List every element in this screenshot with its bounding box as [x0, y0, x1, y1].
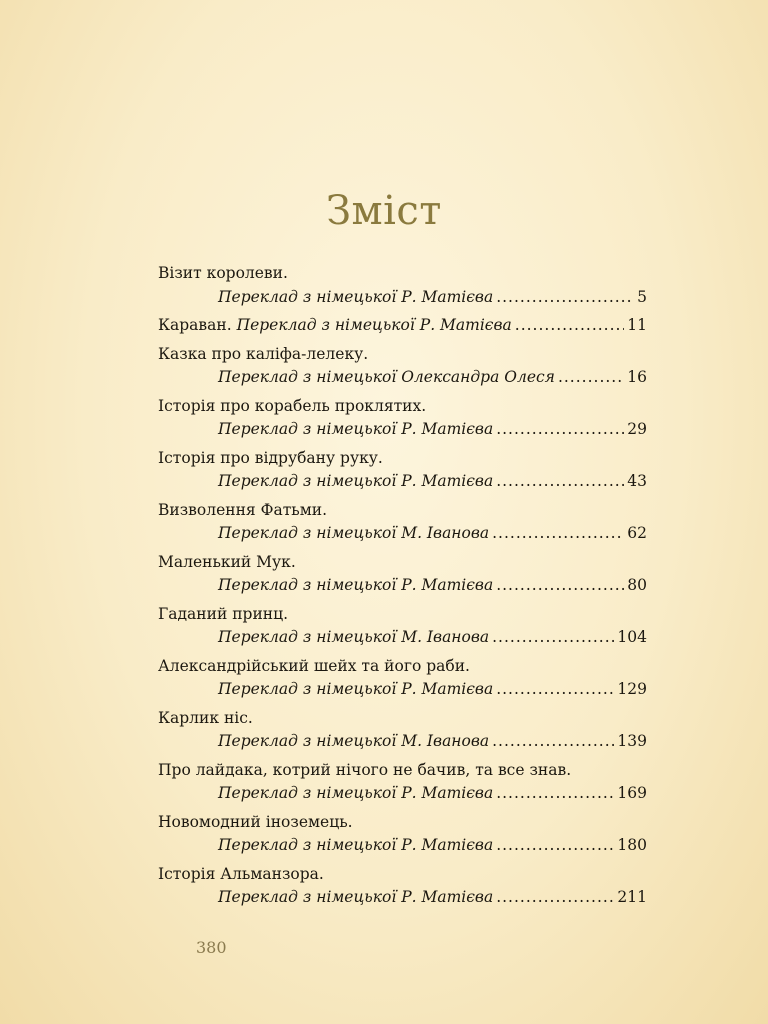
toc-entry-page: 169 [617, 784, 647, 802]
toc-entry-page: 43 [627, 472, 647, 490]
toc-entry[interactable] [158, 811, 647, 858]
toc-entry-page: 11 [627, 316, 647, 334]
toc-entry-page: 211 [617, 888, 647, 906]
toc-entry-title: Новомодний іноземець. [158, 812, 353, 831]
toc-entry-translation: Переклад з німецької Олександра Олеся [218, 368, 555, 386]
toc-entry-translation: Переклад з німецької М. Іванова [218, 732, 490, 750]
toc-entry[interactable] [158, 863, 647, 910]
toc-entry-translation: Переклад з німецької М. Іванова [218, 628, 490, 646]
dot-leader [496, 834, 614, 858]
toc-entry-title: Історія про корабель проклятих. [158, 396, 427, 415]
dot-leader [496, 782, 614, 806]
toc-entry-title: Гаданий принц. [158, 604, 289, 623]
toc-entry-translation: Переклад з німецької Р. Матієва [218, 472, 494, 490]
toc-entry-page: 16 [627, 368, 647, 386]
toc-entry-title: Карлик ніс. [158, 708, 253, 727]
toc-entry-page: 129 [617, 680, 647, 698]
toc-entry[interactable] [158, 707, 647, 754]
dot-leader [496, 418, 624, 442]
dot-leader [492, 730, 614, 754]
toc-entry[interactable] [158, 759, 647, 806]
toc-entry[interactable] [158, 343, 647, 390]
dot-leader [492, 522, 624, 546]
toc-entry[interactable] [158, 395, 647, 442]
toc-entry[interactable] [158, 447, 647, 494]
dot-leader [496, 286, 634, 310]
toc-entry-page: 180 [617, 836, 647, 854]
table-of-contents [158, 262, 647, 915]
toc-entry-title: Казка про каліфа-лелеку. [158, 344, 369, 363]
dot-leader [496, 678, 614, 702]
toc-entry-translation: Переклад з німецької Р. Матієва [218, 680, 494, 698]
dot-leader [496, 470, 624, 494]
toc-entry-translation: Переклад з німецької Р. Матієва [218, 420, 494, 438]
page-number: 380 [196, 938, 227, 957]
toc-entry-title: Історія про відрубану руку. [158, 448, 383, 467]
toc-entry-page: 5 [637, 287, 647, 306]
toc-entry-page: 139 [617, 732, 647, 750]
toc-entry-translation: Переклад з німецької Р. Матієва [236, 316, 512, 334]
toc-entry-title: Історія Альманзора. [158, 864, 324, 883]
toc-entry-title: Візит королеви. [158, 264, 288, 282]
toc-entry[interactable] [158, 314, 647, 338]
toc-entry-title: Про лайдака, котрий нічого не бачив, та все знав. [158, 760, 572, 779]
toc-entry[interactable] [158, 603, 647, 650]
dot-leader [496, 886, 614, 910]
dot-leader [496, 574, 624, 598]
toc-entry-translation: Переклад з німецької Р. Матієва [218, 287, 494, 306]
toc-entry-page: 62 [627, 524, 647, 542]
toc-entry-title: Караван. [158, 316, 232, 334]
toc-entry[interactable] [158, 499, 647, 546]
toc-entry-page: 80 [627, 576, 647, 594]
toc-entry[interactable] [158, 655, 647, 702]
dot-leader [515, 314, 625, 338]
toc-entry-page: 104 [617, 628, 647, 646]
toc-entry-translation: Переклад з німецької М. Іванова [218, 524, 490, 542]
toc-entry-page: 29 [627, 420, 647, 438]
toc-entry-translation: Переклад з німецької Р. Матієва [218, 836, 494, 854]
toc-entry-translation: Переклад з німецької Р. Матієва [218, 576, 494, 594]
toc-entry-translation: Переклад з німецької Р. Матієва [218, 888, 494, 906]
dot-leader [492, 626, 614, 650]
toc-entry-title: Визволення Фатьми. [158, 500, 328, 519]
toc-entry[interactable] [158, 262, 647, 309]
toc-entry-title: Маленький Мук. [158, 552, 296, 571]
toc-entry-translation: Переклад з німецької Р. Матієва [218, 784, 494, 802]
dot-leader [558, 366, 624, 390]
toc-entry-title: Александрійський шейх та його раби. [158, 656, 470, 675]
page-title: Зміст [326, 188, 442, 234]
toc-entry[interactable] [158, 551, 647, 598]
